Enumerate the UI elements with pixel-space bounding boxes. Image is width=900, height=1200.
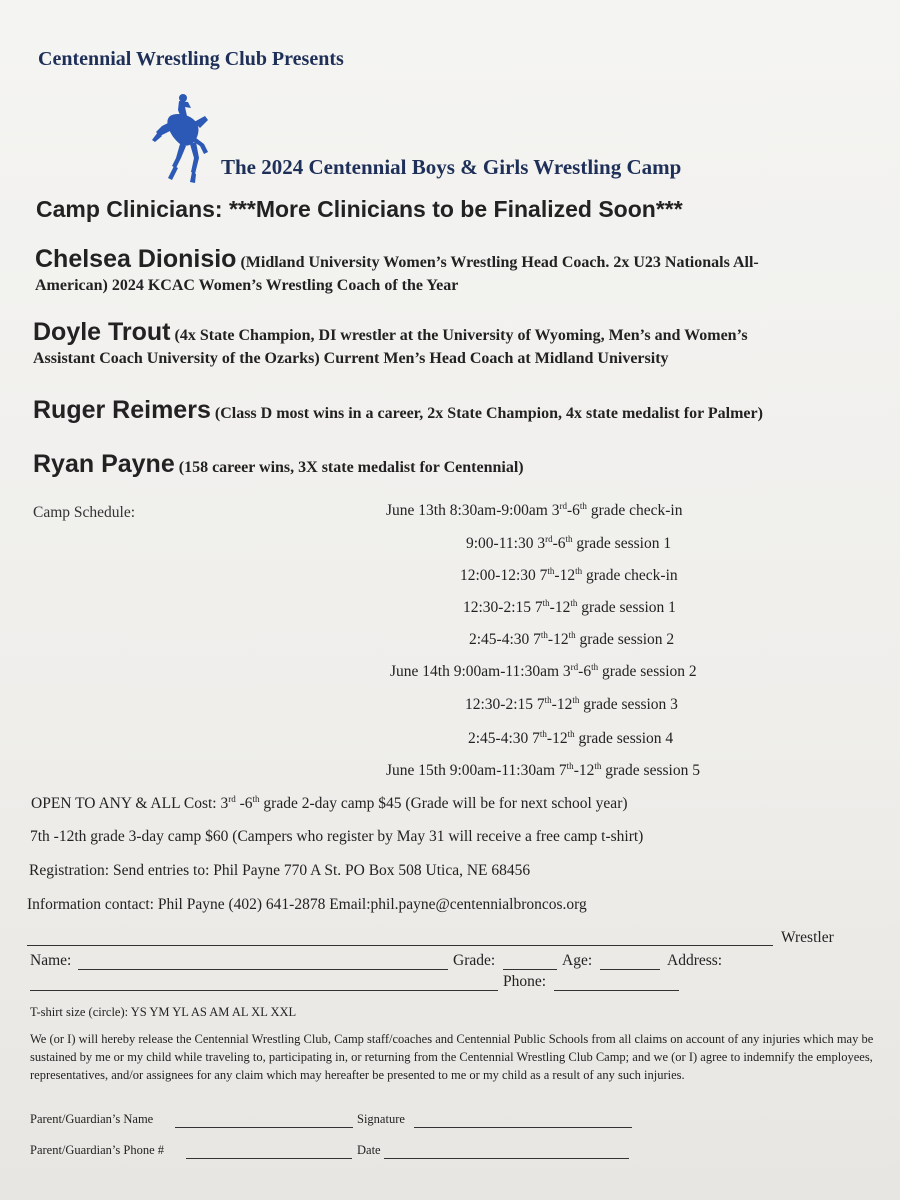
clinician-entry (35, 245, 759, 274)
schedule-label: Camp Schedule: (33, 504, 136, 521)
schedule-row: 12:30-2:15 7th-12th grade session 1 (463, 598, 676, 616)
signature-field[interactable] (414, 1127, 632, 1128)
signature-label: Signature (357, 1112, 405, 1126)
phone-label: Phone: (503, 973, 547, 990)
schedule-row: 9:00-11:30 3rd-6th grade session 1 (466, 534, 672, 552)
tshirt-size-line[interactable]: T-shirt size (circle): YS YM YL AS AM AL XL XXL (30, 1005, 297, 1019)
date-field[interactable] (384, 1158, 629, 1159)
bronco-rider-icon (150, 92, 212, 184)
schedule-row: June 13th 8:30am-9:00am 3rd-6th grade check-in (386, 501, 683, 519)
cost-line-2: 7th -12th grade 3-day camp $60 (Campers who register by May 31 will receive a free camp t-shirt) (30, 828, 644, 845)
presenter-line: Centennial Wrestling Club Presents (38, 48, 344, 70)
wrestler-blank[interactable] (27, 945, 773, 946)
clinician-entry (33, 450, 524, 479)
guardian-phone-field[interactable] (186, 1158, 352, 1159)
grade-field[interactable] (503, 969, 557, 970)
schedule-row: 2:45-4:30 7th-12th grade session 4 (468, 729, 674, 747)
age-label: Age: (562, 952, 593, 969)
grade-label: Grade: (453, 952, 496, 969)
schedule-row: 12:30-2:15 7th-12th grade session 3 (465, 695, 678, 713)
clinician-description-cont: American) 2024 KCAC Women’s Wrestling Coach of the Year (35, 277, 459, 294)
registration-line: Registration: Send entries to: Phil Payne 770 A St. PO Box 508 Utica, NE 68456 (29, 862, 531, 879)
guardian-name-label: Parent/Guardian’s Name (30, 1112, 154, 1126)
clinicians-heading: Camp Clinicians: ***More Clinicians to be Finalized Soon*** (36, 196, 683, 222)
schedule-row: 2:45-4:30 7th-12th grade session 2 (469, 630, 675, 648)
clinician-description: (Midland University Women’s Wrestling Head Coach. 2x U23 Nationals All- (240, 254, 759, 271)
clinician-name: Ruger Reimers (33, 396, 211, 424)
phone-field[interactable] (554, 990, 679, 991)
schedule-row: June 15th 9:00am-11:30am 7th-12th grade session 5 (386, 761, 700, 779)
clinician-description: (4x State Champion, DI wrestler at the University of Wyoming, Men’s and Women’s (174, 327, 748, 344)
clinician-entry (33, 318, 748, 347)
contact-line: Information contact: Phil Payne (402) 641-2878 Email:phil.payne@centennialbroncos.org (27, 896, 587, 913)
clinician-name: Chelsea Dionisio (35, 245, 237, 273)
clinician-description: (Class D most wins in a career, 2x State Champion, 4x state medalist for Palmer) (214, 405, 763, 422)
date-label: Date (357, 1143, 381, 1157)
name-label: Name: (30, 952, 72, 969)
schedule-row: 12:00-12:30 7th-12th grade check-in (460, 566, 678, 584)
wrestler-label: Wrestler (781, 929, 834, 946)
address-label: Address: (667, 952, 723, 969)
guardian-phone-label: Parent/Guardian’s Phone # (30, 1143, 165, 1157)
clinician-description: (158 career wins, 3X state medalist for Centennial) (178, 459, 524, 476)
clinician-entry (33, 396, 763, 425)
guardian-name-field[interactable] (175, 1127, 353, 1128)
clinician-name: Ryan Payne (33, 450, 175, 478)
camp-title: The 2024 Centennial Boys & Girls Wrestling Camp (221, 155, 682, 179)
address-field[interactable] (30, 990, 498, 991)
cost-line-1: OPEN TO ANY & ALL Cost: 3rd -6th grade 2-day camp $45 (Grade will be for next school year) (31, 794, 628, 812)
name-field[interactable] (78, 969, 448, 970)
schedule-row: June 14th 9:00am-11:30am 3rd-6th grade session 2 (390, 662, 697, 680)
release-text: We (or I) will hereby release the Centennial Wrestling Club, Camp staff/coaches and Centennial Public Schools from all claims on account of any injuries which may be sustained by me or my child while traveling to, participating in, or returning from the Centennial Wrestling Club Camp; and we (or I) agree to indemnify the employees, representatives, and/or assignees for any claim which may hereafter be presented to me or my child as a result of any such injuries. (30, 1032, 874, 1082)
clinician-description-cont: Assistant Coach University of the Ozarks) Current Men’s Head Coach at Midland University (33, 350, 669, 367)
clinician-name: Doyle Trout (33, 318, 171, 346)
age-field[interactable] (600, 969, 660, 970)
